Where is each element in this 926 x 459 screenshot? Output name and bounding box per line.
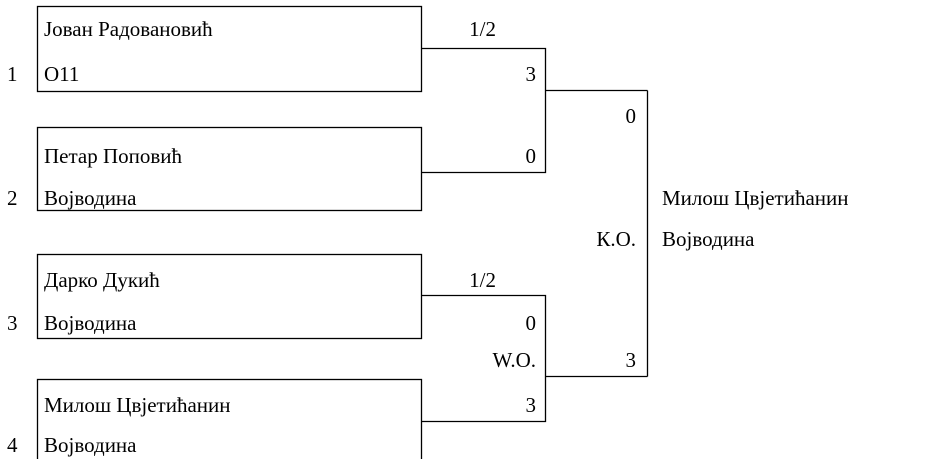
semifinal-1-round-label: 1/2 (469, 17, 496, 41)
player-club-1: O11 (44, 62, 80, 86)
semifinal-2-round-label: 1/2 (469, 268, 496, 292)
semifinal-2-score-bottom: 3 (525, 393, 536, 417)
player-name-1: Јован Радовановић (44, 17, 213, 41)
final-score-bottom: 3 (625, 348, 636, 372)
seed-3: 3 (7, 311, 18, 335)
player-name-3: Дарко Дукић (44, 268, 160, 292)
player-name-2: Петар Поповић (44, 144, 183, 168)
final-result-note: К.О. (596, 227, 636, 251)
player-club-3: Војводина (44, 311, 137, 335)
semifinal-1-score-bottom: 0 (525, 144, 536, 168)
final-score-top: 0 (625, 104, 636, 128)
semifinal-1-score-top: 3 (525, 62, 536, 86)
player-name-4: Милош Цвјетићанин (44, 393, 231, 417)
player-club-4: Војводина (44, 433, 137, 457)
player-club-2: Војводина (44, 186, 137, 210)
winner-name: Милош Цвјетићанин (662, 186, 849, 210)
seed-2: 2 (7, 186, 18, 210)
semifinal-2-result-note: W.O. (492, 348, 536, 372)
winner-club: Војводина (662, 227, 755, 251)
semifinal-2-score-top: 0 (525, 311, 536, 335)
seed-1: 1 (7, 62, 18, 86)
seed-4: 4 (7, 433, 18, 457)
